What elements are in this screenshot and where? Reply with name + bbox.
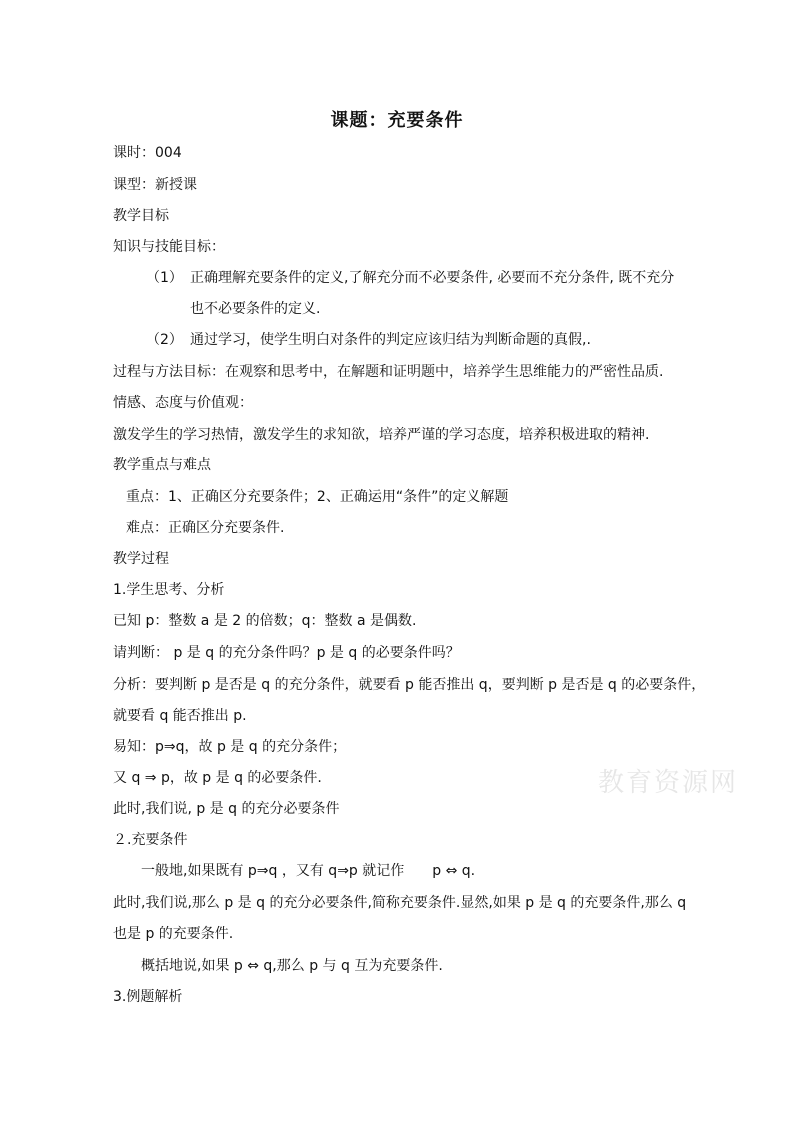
text-line: 过程与方法目标：在观察和思考中，在解题和证明题中，培养学生思维能力的严密性品质. [113, 364, 664, 380]
list-item [146, 268, 674, 288]
text-line: 1.学生思考、分析 [113, 582, 225, 598]
text-line: 此时,我们说, p 是 q 的充分必要条件 [113, 801, 340, 817]
text-line: 难点：正确区分充要条件. [126, 520, 285, 536]
list-number: （1） [146, 270, 183, 286]
text-line: 此时,我们说,那么 p 是 q 的充分必要条件,简称充要条件.显然,如果 p 是 q 的充要条件,那么 q [113, 895, 687, 911]
text-line: 请判断： p 是 q 的充分条件吗？p 是 q 的必要条件吗？ [113, 645, 460, 661]
section-heading: 教学重点与难点 [113, 457, 211, 473]
text-line: 已知 p：整数 a 是 2 的倍数；q：整数 a 是偶数. [113, 613, 417, 629]
text-line: 重点：1、正确区分充要条件；2、正确运用“条件”的定义解题 [126, 489, 509, 505]
text-line: 就要看 q 能否推出 p. [113, 708, 247, 724]
text-line: 激发学生的学习热情，激发学生的求知欲，培养严谨的学习态度，培养积极进取的精神. [113, 427, 650, 443]
list-item-text: 正确理解充要条件的定义,了解充分而不必要条件, 必要而不充分条件, 既不充分 [190, 270, 675, 286]
text-line: 分析：要判断 p 是否是 q 的充分条件，就要看 p 能否推出 q，要判断 p 是否是 q 的必要条件， [113, 677, 706, 693]
text-line: 课型：新授课 [113, 177, 197, 193]
text-line: 概括地说,如果 p ⇔ q,那么 p 与 q 互为充要条件. [141, 958, 443, 974]
text-line: 也不必要条件的定义. [190, 301, 321, 317]
page-title: 课题：充要条件 [330, 110, 464, 131]
section-heading: 3.例题解析 [113, 989, 183, 1005]
list-item [146, 330, 591, 350]
text-line: 易知：p⇒q，故 p 是 q 的充分条件； [113, 739, 347, 755]
text-line: 又 q ⇒ p，故 p 是 q 的必要条件. [113, 770, 322, 786]
section-heading: 教学目标 [113, 208, 169, 224]
watermark: 教育资源网 [598, 768, 739, 798]
text-line: 一般地,如果既有 p⇒q ，又有 q⇒p 就记作 p ⇔ q. [141, 863, 476, 879]
section-heading: ２.充要条件 [113, 832, 188, 848]
list-number: （2） [146, 332, 183, 348]
text-line: 知识与技能目标： [113, 239, 225, 255]
text-line: 也是 p 的充要条件. [113, 926, 234, 942]
text-line: 课时：004 [113, 145, 182, 161]
section-heading: 教学过程 [113, 551, 169, 567]
text-line: 情感、态度与价值观： [113, 395, 253, 411]
list-item-text: 通过学习，使学生明白对条件的判定应该归结为判断命题的真假,. [190, 332, 591, 348]
